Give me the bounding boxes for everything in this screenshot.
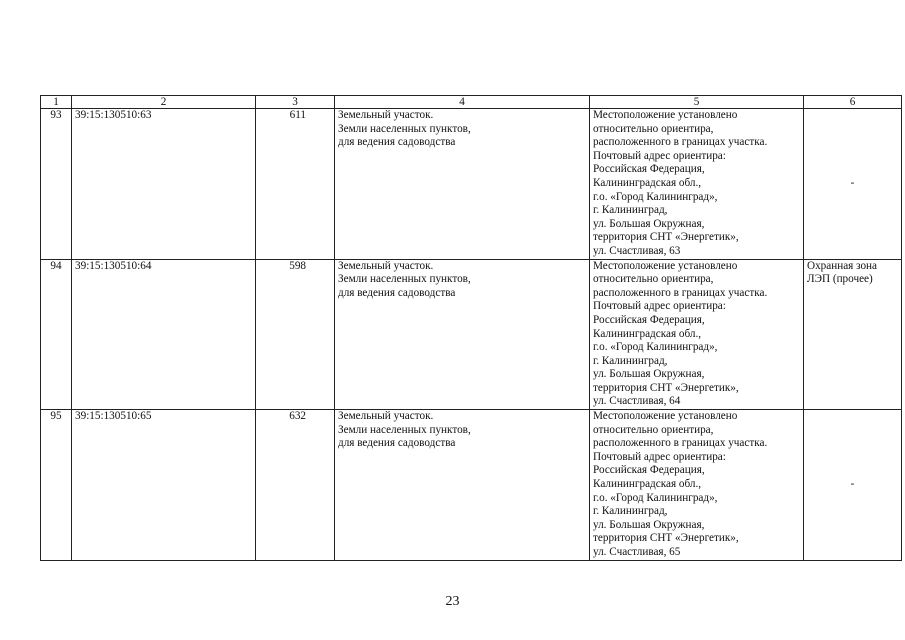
description-line: Земельный участок. <box>338 109 434 121</box>
location-line: г.о. «Город Калининград», <box>593 341 718 354</box>
column-header-3: 3 <box>256 96 335 109</box>
location-line: Местоположение установлено <box>593 109 738 121</box>
description-line: Земельный участок. <box>338 259 434 272</box>
row-number: 95 <box>41 410 72 561</box>
plot-area: 611 <box>256 109 335 260</box>
header-row <box>41 96 902 109</box>
location-line: Калининградская обл., <box>593 478 702 491</box>
plot-area: 632 <box>256 410 335 561</box>
encumbrance-line: - <box>850 176 855 189</box>
row-number: 93 <box>41 109 72 260</box>
encumbrance <box>804 109 902 260</box>
description-line: для ведения садоводства <box>338 136 456 149</box>
location-line: территория СНТ «Энергетик», <box>593 231 739 244</box>
location-line: Почтовый адрес ориентира: <box>593 300 726 313</box>
column-header-1: 1 <box>41 96 72 109</box>
location-line: ул. Счастливая, 64 <box>593 395 681 408</box>
description-line: Земли населенных пунктов, <box>338 273 471 286</box>
land-plots-table <box>40 95 902 561</box>
plot-location <box>590 109 804 260</box>
location-line: Калининградская обл., <box>593 176 702 189</box>
encumbrance-line: - <box>850 478 855 491</box>
location-line: относительно ориентира, <box>593 122 714 135</box>
location-line: относительно ориентира, <box>593 423 714 436</box>
location-line: ул. Большая Окружная, <box>593 518 705 531</box>
encumbrance-line: Охранная зона <box>807 259 878 272</box>
column-header-6: 6 <box>804 96 902 109</box>
location-line: Российская Федерация, <box>593 313 705 326</box>
page-number: 23 <box>445 594 460 609</box>
plot-area: 598 <box>256 259 335 410</box>
column-header-4: 4 <box>335 96 590 109</box>
table-row <box>41 410 902 561</box>
description-line: для ведения садоводства <box>338 286 456 299</box>
location-line: Калининградская обл., <box>593 327 702 340</box>
column-header-5: 5 <box>590 96 804 109</box>
column-header-2: 2 <box>72 96 256 109</box>
location-line: г. Калининград, <box>593 204 668 217</box>
plot-description <box>335 259 590 410</box>
table-row <box>41 259 902 410</box>
location-line: г.о. «Город Калининград», <box>593 491 718 504</box>
encumbrance <box>804 259 902 410</box>
location-line: г. Калининград, <box>593 354 668 367</box>
location-line: расположенного в границах участка. <box>593 286 768 299</box>
location-line: Почтовый адрес ориентира: <box>593 149 726 162</box>
location-line: ул. Большая Окружная, <box>593 368 705 381</box>
location-line: расположенного в границах участка. <box>593 136 768 149</box>
location-line: территория СНТ «Энергетик», <box>593 381 739 394</box>
plot-location <box>590 259 804 410</box>
location-line: относительно ориентира, <box>593 273 714 286</box>
description-line: для ведения садоводства <box>338 437 456 450</box>
table-row <box>41 109 902 260</box>
location-line: территория СНТ «Энергетик», <box>593 532 739 545</box>
location-line: г. Калининград, <box>593 505 668 518</box>
cadastral-number: 39:15:130510:65 <box>72 410 256 561</box>
location-line: ул. Большая Окружная, <box>593 217 705 230</box>
location-line: Местоположение установлено <box>593 259 738 272</box>
encumbrance-line: ЛЭП (прочее) <box>807 273 873 286</box>
location-line: Российская Федерация, <box>593 464 705 477</box>
plot-description <box>335 410 590 561</box>
location-line: Российская Федерация, <box>593 163 705 176</box>
row-number: 94 <box>41 259 72 410</box>
cadastral-number: 39:15:130510:63 <box>72 109 256 260</box>
description-line: Земли населенных пунктов, <box>338 122 471 135</box>
location-line: г.о. «Город Калининград», <box>593 190 718 203</box>
description-line: Земельный участок. <box>338 410 434 423</box>
location-line: Местоположение установлено <box>593 410 738 423</box>
location-line: ул. Счастливая, 65 <box>593 546 681 558</box>
location-line: расположенного в границах участка. <box>593 437 768 450</box>
plot-location <box>590 410 804 561</box>
location-line: ул. Счастливая, 63 <box>593 244 681 257</box>
cadastral-number: 39:15:130510:64 <box>72 259 256 410</box>
description-line: Земли населенных пунктов, <box>338 423 471 436</box>
location-line: Почтовый адрес ориентира: <box>593 450 726 463</box>
plot-description <box>335 109 590 260</box>
encumbrance <box>804 410 902 561</box>
